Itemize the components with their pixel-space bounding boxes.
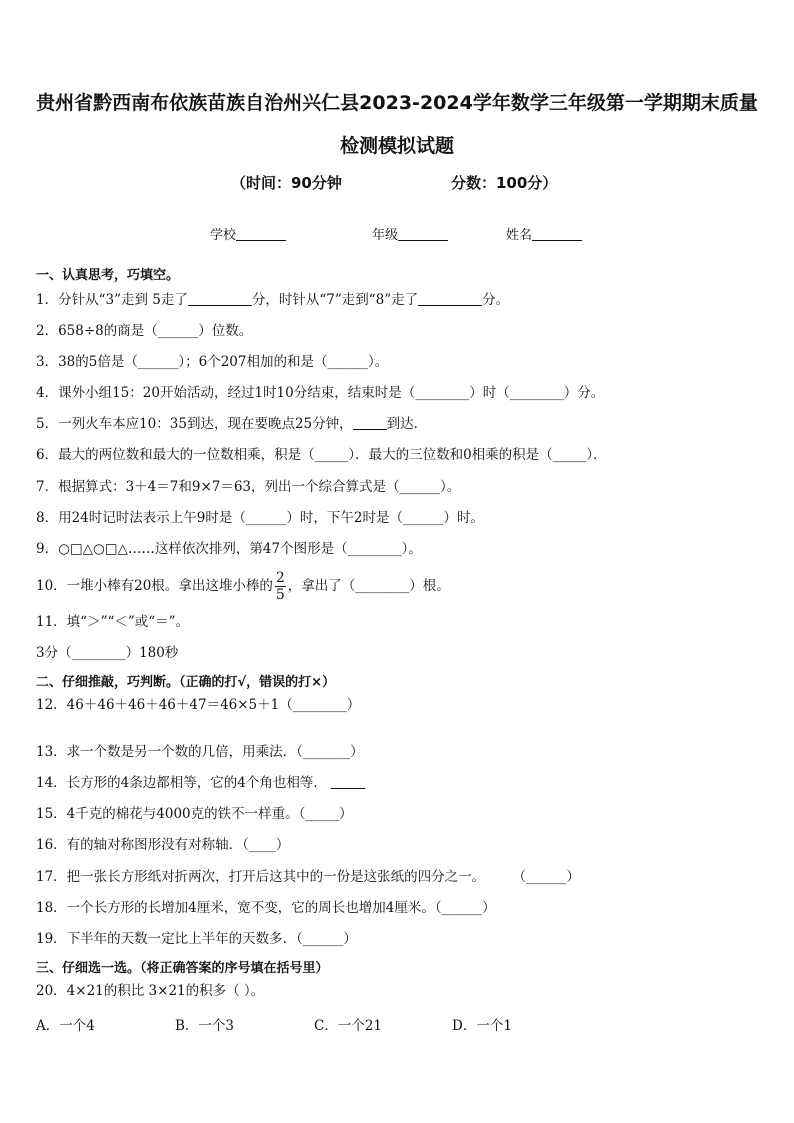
question-11: 11．填“＞”“＜”或“＝”。 — [36, 614, 190, 630]
q5-text-a: 5．一列火车本应10：35到达，现在要晚点25分钟， — [36, 416, 353, 432]
fraction-two-fifths — [275, 570, 286, 603]
question-2: 2．658÷8的商是（______）位数。 — [36, 323, 253, 339]
q5-blank[interactable] — [353, 417, 387, 430]
name-label: 姓名 — [506, 228, 533, 243]
exam-title-line1: 贵州省黔西南布依族苗族自治州兴仁县2023-2024学年数学三年级第一学期期末质量 — [36, 92, 758, 114]
grade-blank[interactable] — [398, 228, 448, 241]
q1-blank-2[interactable] — [418, 293, 482, 306]
question-1 — [36, 291, 509, 309]
question-19: 19．下半年的天数一定比上半年的天数多．（______） — [36, 931, 357, 947]
q17-text: 17．把一张长方形纸对折两次，打开后这其中的一份是这张纸的四分之一。 — [36, 869, 486, 885]
question-17 — [36, 868, 580, 886]
question-13: 13．求一个数是另一个数的几倍，用乘法．（_______） — [36, 744, 364, 760]
question-16: 16．有的轴对称图形没有对称轴．（____） — [36, 837, 290, 853]
q1-text-c: 分。 — [482, 292, 510, 308]
question-3: 3．38的5倍是（______）；6个207相加的和是（______）。 — [36, 354, 389, 370]
q20-option-b[interactable]: B．一个3 — [175, 1018, 235, 1034]
fraction-numerator: 2 — [275, 570, 285, 586]
q1-text-a: 1．分针从“3”走到 5走了 — [36, 292, 188, 308]
question-9: 9．○□△○□△……这样依次排列，第47个图形是（________）。 — [36, 541, 422, 557]
time-limit: （时间：90分钟 — [231, 174, 342, 192]
question-11-item: 3分（________）180秒 — [36, 645, 179, 661]
q17-answer-paren: （______） — [519, 869, 580, 885]
question-20: 20．4×21的积比 3×21的积多（ ）。 — [36, 983, 265, 999]
q10-text-a: 10．一堆小棒有20根。拿出这堆小棒的 — [36, 578, 273, 594]
q14-blank[interactable] — [331, 776, 365, 789]
section-1-heading: 一、认真思考，巧填空。 — [36, 268, 180, 283]
question-10 — [36, 566, 450, 606]
q10-text-b: ，拿出了（________）根。 — [287, 578, 450, 594]
question-15: 15．4千克的棉花与4000克的铁不一样重。（_____） — [36, 806, 353, 822]
question-5 — [36, 415, 427, 433]
school-label: 学校 — [210, 228, 237, 243]
grade-label: 年级 — [372, 228, 399, 243]
name-blank[interactable] — [532, 228, 582, 241]
q14-text: 14．长方形的4条边都相等，它的4个角也相等． — [36, 775, 327, 791]
question-12: 12．46＋46＋46＋46＋47＝46×5＋1（________） — [36, 697, 361, 713]
exam-title-line2: 检测模拟试题 — [339, 135, 454, 157]
question-8: 8．用24时记时法表示上午9时是（______）时，下午2时是（______）时。 — [36, 510, 484, 526]
question-4: 4．课外小组15：20开始活动，经过1时10分结束，结束时是（________）时（________）分。 — [36, 385, 605, 401]
question-7: 7．根据算式：3＋4＝7和9×7＝63，列出一个综合算式是（______）。 — [36, 479, 461, 495]
q20-option-a[interactable]: A．一个4 — [36, 1018, 95, 1034]
grade-field — [372, 224, 448, 243]
question-14 — [36, 774, 365, 792]
school-field — [210, 224, 286, 243]
section-2-heading: 二、仔细推敲，巧判断。（正确的打√，错误的打×） — [36, 675, 336, 690]
section-3-heading: 三、仔细选一选。（将正确答案的序号填在括号里） — [36, 961, 329, 976]
name-field — [506, 224, 582, 243]
total-score: 分数：100分） — [451, 174, 558, 192]
school-blank[interactable] — [236, 228, 286, 241]
q1-text-b: 分，时针从“7”走到“8”走了 — [251, 292, 419, 308]
question-18: 18．一个长方形的长增加4厘米，宽不变，它的周长也增加4厘米。（______） — [36, 900, 496, 916]
q20-option-d[interactable]: D．一个1 — [452, 1018, 512, 1034]
q20-option-c[interactable]: C．一个21 — [314, 1018, 383, 1034]
fraction-denominator: 5 — [275, 587, 285, 603]
question-6: 6．最大的两位数和最大的一位数相乘，积是（_____）．最大的三位数和0相乘的积是（_____）． — [36, 447, 607, 463]
q5-text-b: 到达． — [386, 416, 428, 432]
q1-blank-1[interactable] — [188, 293, 252, 306]
